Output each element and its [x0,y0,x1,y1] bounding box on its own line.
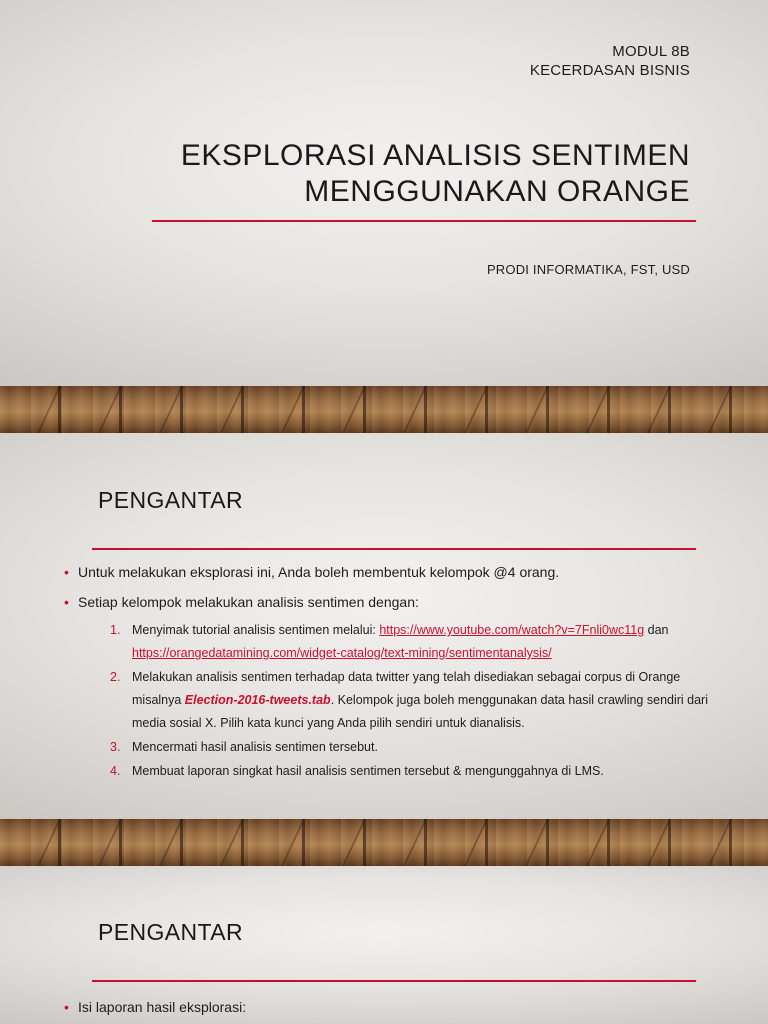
section-title: PENGANTAR [98,919,244,945]
steps-list [78,619,724,783]
youtube-link[interactable]: https://www.youtube.com/watch?v=7Fnli0wc11g [379,623,645,637]
slide-3 [0,866,768,1024]
step-text: Membuat laporan singkat hasil analisis sentimen tersebut & mengunggahnya di LMS. [132,764,604,778]
dataset-name: Election-2016-tweets.tab [184,693,331,707]
bullet-list [64,563,724,795]
bullet-item [64,998,724,1016]
step-text: Mencermati hasil analisis sentimen tersebut. [132,740,378,754]
wood-floor-1 [0,386,768,433]
bullet-list [64,998,724,1024]
step-item-3 [98,736,724,759]
step-number: 2. [110,670,121,684]
step-number: 1. [110,623,121,637]
bullet-text: Isi laporan hasil eksplorasi: [78,999,247,1015]
module-heading [530,42,690,80]
slide-title [181,138,690,210]
bullet-item [64,593,724,783]
step-text: Melakukan analisis sentimen terhadap data twitter yang telah disediakan sebagai corpus di Orange misalnya [132,670,681,707]
title-line-2: MENGGUNAKAN ORANGE [304,175,690,208]
step-number: 3. [110,740,121,754]
title-divider [152,220,696,222]
bullet-item [64,563,724,581]
orange-catalog-link[interactable]: https://orangedatamining.com/widget-catalog/text-mining/sentimentanalysis/ [132,646,552,660]
wood-floor-2 [0,819,768,866]
module-label: MODUL 8B [612,43,690,60]
step-number: 4. [110,764,121,778]
step-text-cont: . Kelompok juga boleh menggunakan data hasil crawling sendiri dari media sosial X. Pilih kata kunci yang Anda pilih sendiri untuk dianalisis. [132,693,709,730]
slide-1 [0,0,768,386]
step-item-4 [98,760,724,783]
slide-2 [0,433,768,819]
section-divider [92,548,696,550]
step-text-join: dan [644,623,669,637]
section-title: PENGANTAR [98,487,244,513]
course-label: KECERDASAN BISNIS [529,62,690,79]
step-text: Menyimak tutorial analisis sentimen melalui: [132,623,380,637]
section-divider [92,980,696,982]
step-item-1 [98,619,724,665]
slide-subtitle: PRODI INFORMATIKA, FST, USD [486,262,690,277]
step-item-2 [98,666,724,735]
bullet-text: Untuk melakukan eksplorasi ini, Anda boleh membentuk kelompok @4 orang. [78,564,560,580]
bullet-text: Setiap kelompok melakukan analisis sentimen dengan: [78,594,419,610]
title-line-1: EKSPLORASI ANALISIS SENTIMEN [180,139,690,172]
